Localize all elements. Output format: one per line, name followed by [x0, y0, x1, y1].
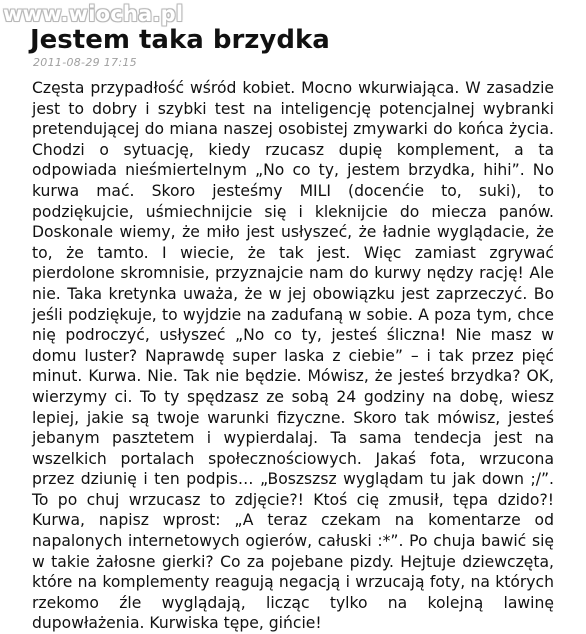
post-title: Jestem taka brzydka — [30, 25, 330, 55]
post-date: 2011-08-29 17:15 — [33, 56, 137, 69]
post-body: Częsta przypadłość wśród kobiet. Mocno wkurwiająca. W zasadzie jest to dobry i szybki test na inteligencję potencjalnej wybranki pretendującej do miana naszej osobistej zmywarki do końca życia. Chodzi o sytuację, kiedy rzucasz dupię komplement, a ta odpowiada nieśmiertelnym „No co ty, jestem brzydka, hihi”. No kurwa mać. Skoro jesteśmy MILI (docenćie to, suki), to podziękujcie, uśmiechnijcie się i kleknijcie do miecza panów. Doskonale wiemy, że miło jest usłyszeć, że ładnie wyglądacie, że to, że tamto. I wiecie, że tak jest. Więc zamiast zgrywać pierdolone skromnisie, przyznajcie nam do kurwy nędzy rację! Ale nie. Taka kretynka uważa, że w jej obowiązku jest zaprzeczyć. Bo jeśli podziękuje, to wyjdzie na zadufaną w sobie. A poza tym, chce nię podroczyć, usłyszeć „No co ty, jesteś śliczna! Nie masz w domu luster? Naprawdę super laska z ciebie” – i tak przez pięć minut. Kurwa. Nie. Tak nie będzie. Mówisz, że jesteś brzydka? OK, wierzymy ci. To ty spędzasz ze sobą 24 godziny na dobę, wiesz lepiej, jakie są twoje warunki fizyczne. Skoro tak mówisz, jesteś jebanym pasztetem i wypierdalaj. Ta sama tendecja jest na wszelkich portalach społecznościowych. Jakaś fota, wrzucona przez dziunię i ten podpis… „Boszszsz wyglądam tu jak down ;/”. To po chuj wrzucasz to zdjęcie?! Ktoś cię zmusił, tępa dzido?! Kurwa, napisz wprost: „A teraz czekam na komentarze od napalonych internetowych ogierów, całuski :*”. Po chuja bawić się w takie żałosne gierki? Co za pojebane pizdy. Hejtuje dziewczęta, które na komplementy reagują negacją i wrzucają foty, na których rzekomo źle wyglądają, licząc tylko na kolejną lawinę dupowłażenia. Kurwiska tępe, gińcie! — [32, 79, 554, 633]
watermark: www.wiocha.pl — [3, 2, 184, 26]
